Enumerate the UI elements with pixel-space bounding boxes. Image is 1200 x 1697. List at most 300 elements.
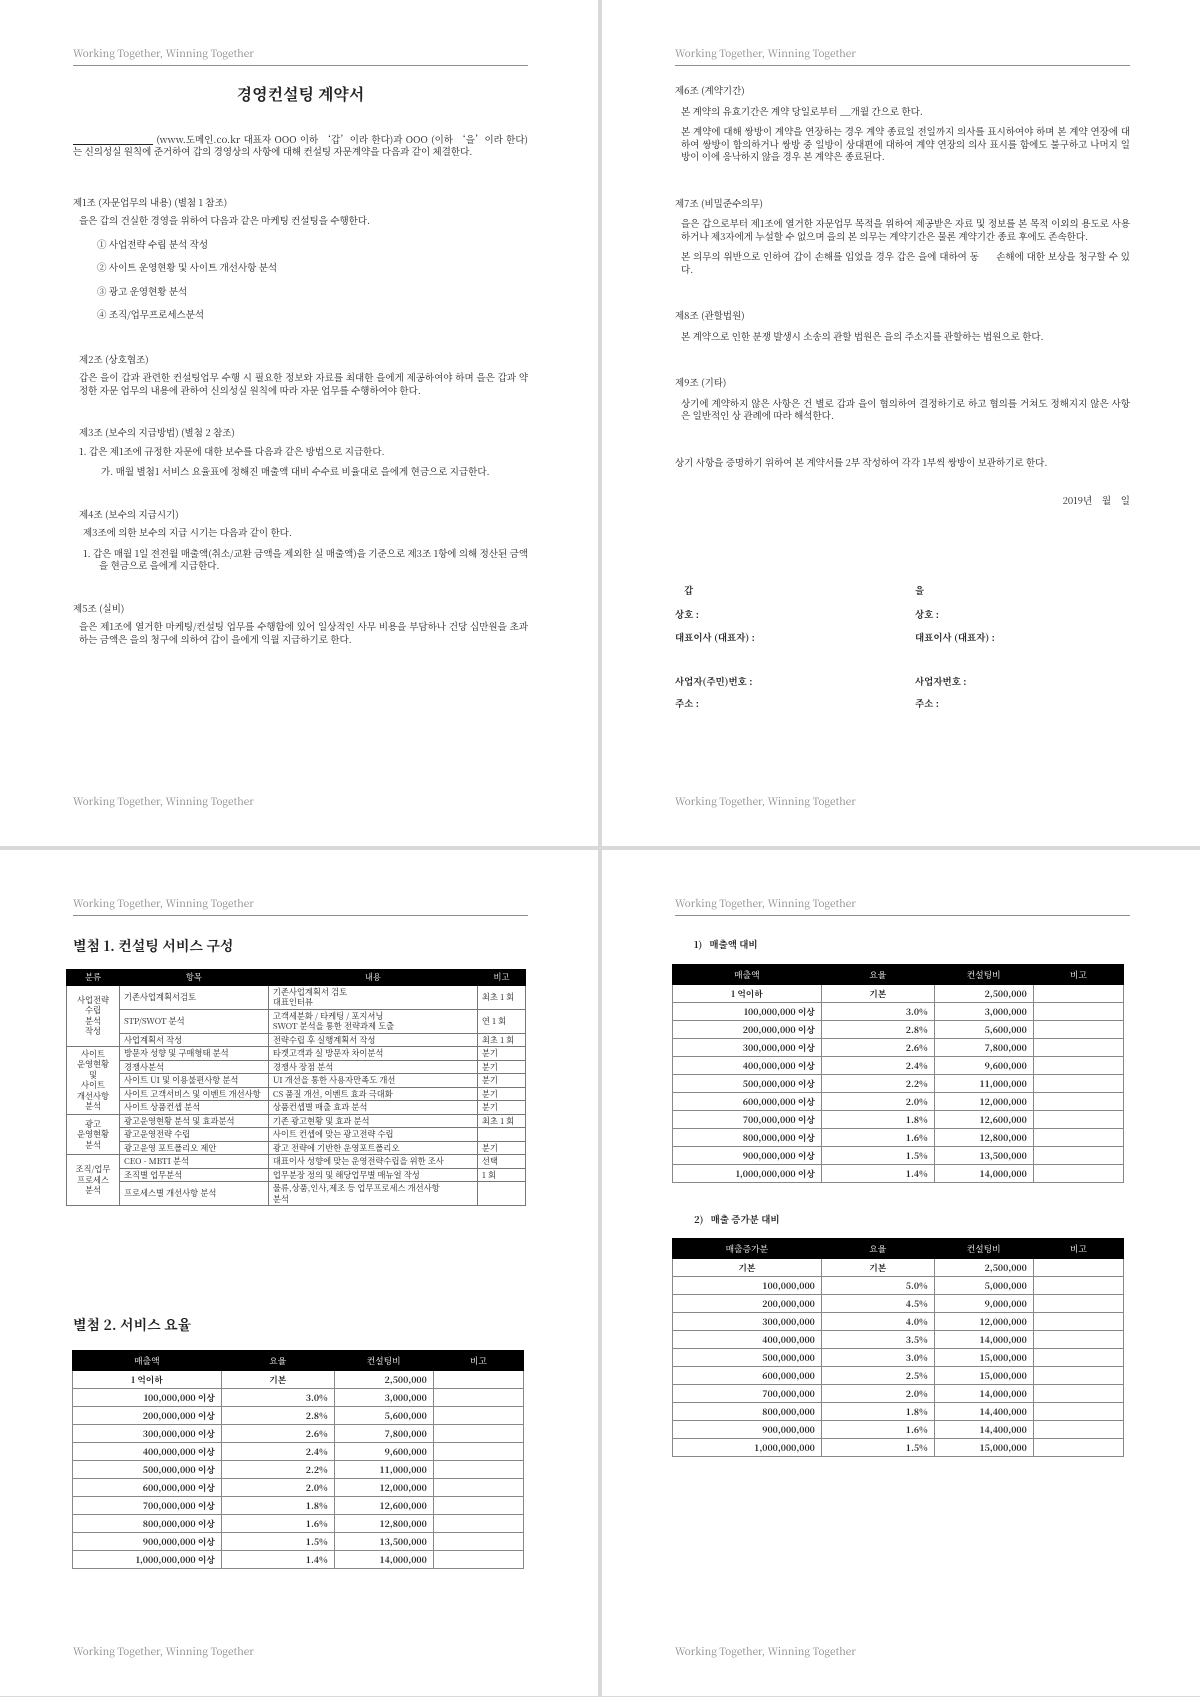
- note-cell: [433, 1425, 523, 1443]
- table-row: [673, 1129, 1124, 1147]
- item-cell: 경쟁사분석: [119, 1060, 268, 1074]
- column-header: 요율: [221, 1351, 334, 1371]
- revenue-cell: 500,000,000 이상: [673, 1075, 822, 1093]
- content-cell: UI 개선을 통한 사용자만족도 개선: [268, 1074, 477, 1088]
- rate-cell: 3.5%: [821, 1331, 934, 1349]
- fee-cell: 14,000,000: [934, 1331, 1033, 1349]
- column-header: 비고: [477, 970, 525, 986]
- revenue-cell: 100,000,000 이상: [673, 1003, 822, 1021]
- content-cell: 기존 광고현황 및 효과 분석: [268, 1114, 477, 1128]
- fee-cell: 14,000,000: [934, 1165, 1033, 1183]
- note-cell: [1033, 985, 1123, 1003]
- content-cell: CS 품질 개선, 이벤트 효과 극대화: [268, 1087, 477, 1101]
- rate-cell: 1.4%: [221, 1551, 334, 1569]
- column-header: 요율: [821, 1239, 934, 1259]
- note-cell: 연 1 회: [477, 1009, 525, 1033]
- fee-cell: 15,000,000: [934, 1367, 1033, 1385]
- revenue-cell: 400,000,000: [673, 1331, 822, 1349]
- table-row: [73, 1479, 524, 1497]
- table-row: [673, 985, 1124, 1003]
- closing-statement: 상기 사항을 증명하기 위하여 본 계약서를 2부 작성하여 각각 1부씩 쌍방이 보관하기로 한다.: [675, 454, 1048, 469]
- revenue-cell: 200,000,000 이상: [673, 1021, 822, 1039]
- revenue-cell: 1 억이하: [673, 985, 822, 1003]
- item-cell: 프로세스별 개선사항 분석: [119, 1182, 268, 1206]
- article-9-title: 제9조 (기타): [675, 375, 727, 389]
- article-5-text: 을은 제1조에 열거한 마케팅/컨설팅 업무를 수행함에 있어 일상적인 사무 비용을 부담하나 건당 십만원을 초과하는 금액은 을의 청구에 의하여 갑이 을에게 익월 지급하기로 한다.: [79, 619, 528, 646]
- table-row: [73, 1551, 524, 1569]
- table-header-row: [673, 965, 1124, 985]
- article-1-text: 을은 갑의 건실한 경영을 위하여 다음과 같은 마케팅 컨설팅을 수행한다.: [79, 213, 371, 227]
- note-cell: 최초 1 회: [477, 985, 525, 1009]
- note-cell: [1033, 1421, 1123, 1439]
- fee-cell: 14,000,000: [334, 1551, 433, 1569]
- fee-cell: 12,000,000: [334, 1479, 433, 1497]
- table-row: [73, 1371, 524, 1389]
- note-cell: [1033, 1129, 1123, 1147]
- item-cell: 사이트 UI 및 이용불편사항 분석: [119, 1074, 268, 1088]
- table-row: [73, 1515, 524, 1533]
- table-row: [73, 1443, 524, 1461]
- article-1-list-item: ① 사업전략 수립 분석 작성: [97, 236, 208, 251]
- content-cell: 대표이사 성향에 맞는 운영전략수립을 위한 조사: [268, 1155, 477, 1169]
- party-b-bizno: 사업자번호 :: [915, 674, 967, 688]
- note-cell: [1033, 1075, 1123, 1093]
- rate-cell: 2.8%: [821, 1021, 934, 1039]
- revenue-cell: 400,000,000 이상: [73, 1443, 222, 1461]
- note-cell: [433, 1533, 523, 1551]
- revenue-cell: 200,000,000 이상: [73, 1407, 222, 1425]
- rate-cell: 2.2%: [221, 1461, 334, 1479]
- rate-cell: 2.4%: [221, 1443, 334, 1461]
- rate-cell: 5.0%: [821, 1277, 934, 1295]
- fee-cell: 5,000,000: [934, 1277, 1033, 1295]
- service-rate-table: [72, 1350, 524, 1569]
- article-2-title: 제2조 (상호협조): [79, 351, 149, 366]
- table-row: [673, 1259, 1124, 1277]
- note-cell: [1033, 1295, 1123, 1313]
- rate-cell: 2.8%: [221, 1407, 334, 1425]
- revenue-cell: 800,000,000 이상: [673, 1129, 822, 1147]
- table-row: [73, 1407, 524, 1425]
- revenue-rate-table: [672, 964, 1124, 1183]
- revenue-cell: 600,000,000 이상: [73, 1479, 222, 1497]
- page-4: [602, 850, 1200, 1696]
- table-row: [673, 1147, 1124, 1165]
- content-cell: 업무분장 정의 및 해당업무별 매뉴얼 작성: [268, 1168, 477, 1182]
- header-rule: [675, 915, 1130, 916]
- column-header: 컨설팅비: [334, 1351, 433, 1371]
- note-cell: 최초 1 회: [477, 1114, 525, 1128]
- article-6-p1: 본 계약의 유효기간은 계약 당일로부터 __개월 간으로 한다.: [681, 103, 923, 118]
- table-row: [67, 1128, 526, 1142]
- fee-cell: 12,600,000: [934, 1111, 1033, 1129]
- content-cell: 고객세분화 / 타케팅 / 포지셔닝 SWOT 분석을 통한 전략과제 도출: [268, 1009, 477, 1033]
- table-row: [673, 1385, 1124, 1403]
- fee-cell: 12,000,000: [934, 1313, 1033, 1331]
- party-a-ceo: 대표이사 (대표자) :: [675, 630, 755, 644]
- note-cell: [1033, 1403, 1123, 1421]
- fee-cell: 2,500,000: [334, 1371, 433, 1389]
- item-cell: 기존사업계획서검토: [119, 985, 268, 1009]
- table-row: [67, 1155, 526, 1169]
- contract-title: 경영컨설팅 계약서: [236, 82, 365, 105]
- category-cell: 사이트 운영현황 및 사이트 개선사항 분석: [67, 1047, 120, 1115]
- rate-cell: 2.5%: [821, 1367, 934, 1385]
- note-cell: [1033, 1277, 1123, 1295]
- note-cell: [1033, 1367, 1123, 1385]
- item-cell: 광고운영전략 수립: [119, 1128, 268, 1142]
- column-header: 컨설팅비: [934, 1239, 1033, 1259]
- rate-cell: 기본: [221, 1371, 334, 1389]
- category-cell: 사업전략 수립 분석 작성: [67, 985, 120, 1047]
- table-row: [67, 1101, 526, 1115]
- note-cell: [433, 1497, 523, 1515]
- rate-cell: 1.6%: [821, 1129, 934, 1147]
- article-5-title: 제5조 (실비): [73, 600, 125, 615]
- note-cell: 1 회: [477, 1168, 525, 1182]
- table-header-row: [73, 1351, 524, 1371]
- column-header: 요율: [821, 965, 934, 985]
- revenue-cell: 800,000,000: [673, 1403, 822, 1421]
- table-row: [67, 1047, 526, 1061]
- column-header: 매출액: [673, 965, 822, 985]
- note-cell: 분기: [477, 1101, 525, 1115]
- party-b-company: 상호 :: [915, 607, 939, 621]
- revenue-cell: 300,000,000 이상: [73, 1425, 222, 1443]
- table-row: [73, 1425, 524, 1443]
- rate-cell: 2.0%: [821, 1093, 934, 1111]
- note-cell: [433, 1407, 523, 1425]
- page-header: Working Together, Winning Together: [73, 895, 254, 910]
- table-row: [67, 985, 526, 1009]
- header-rule: [675, 65, 1130, 66]
- table-row: [673, 1295, 1124, 1313]
- header-rule: [73, 915, 528, 916]
- note-cell: 분기: [477, 1047, 525, 1061]
- table-row: [673, 1039, 1124, 1057]
- revenue-cell: 700,000,000 이상: [673, 1111, 822, 1129]
- revenue-cell: 300,000,000 이상: [673, 1039, 822, 1057]
- revenue-increase-rate-table: [672, 1238, 1124, 1457]
- party-a-bizno: 사업자(주민)번호 :: [675, 674, 753, 688]
- note-cell: 분기: [477, 1087, 525, 1101]
- column-header: 항목: [119, 970, 268, 986]
- fee-cell: 14,400,000: [934, 1403, 1033, 1421]
- rate-cell: 4.0%: [821, 1313, 934, 1331]
- note-cell: [1033, 1331, 1123, 1349]
- fee-cell: 2,500,000: [934, 985, 1033, 1003]
- column-header: 컨설팅비: [934, 965, 1033, 985]
- note-cell: [433, 1443, 523, 1461]
- column-header: 비고: [1033, 1239, 1123, 1259]
- page-2: [602, 0, 1200, 846]
- article-1-list-item: ④ 조직/업무프로세스분석: [97, 307, 205, 321]
- revenue-cell: 700,000,000 이상: [73, 1497, 222, 1515]
- table-row: [673, 1021, 1124, 1039]
- rate-cell: 2.0%: [821, 1385, 934, 1403]
- fee-cell: 7,800,000: [934, 1039, 1033, 1057]
- fee-cell: 12,600,000: [334, 1497, 433, 1515]
- section-2-title: 2) 매출 증가분 대비: [694, 1212, 780, 1226]
- page-footer: Working Together, Winning Together: [73, 1643, 254, 1658]
- page-footer: Working Together, Winning Together: [675, 793, 856, 808]
- revenue-cell: 100,000,000 이상: [73, 1389, 222, 1407]
- column-header: 매출액: [73, 1351, 222, 1371]
- article-4-title: 제4조 (보수의 지급시기): [79, 506, 179, 521]
- fee-cell: 12,800,000: [334, 1515, 433, 1533]
- fee-cell: 5,600,000: [334, 1407, 433, 1425]
- fee-cell: 5,600,000: [934, 1021, 1033, 1039]
- party-a-company: 상호 :: [675, 607, 699, 621]
- table-row: [673, 1367, 1124, 1385]
- table-header-row: [67, 970, 526, 986]
- article-1-title: 제1조 (자문업무의 내용) (별첨 1 참조): [73, 194, 228, 209]
- revenue-cell: 500,000,000 이상: [73, 1461, 222, 1479]
- note-cell: [1033, 1165, 1123, 1183]
- fee-cell: 14,000,000: [934, 1385, 1033, 1403]
- article-1-list-item: ③ 광고 운영현황 분석: [97, 283, 188, 298]
- fee-cell: 11,000,000: [934, 1075, 1033, 1093]
- fee-cell: 9,600,000: [934, 1057, 1033, 1075]
- fee-cell: 13,500,000: [934, 1147, 1033, 1165]
- table-row: [73, 1461, 524, 1479]
- table-row: [673, 1439, 1124, 1457]
- article-7-p1: 을은 갑으로부터 제1조에 열거한 자문업무 목적을 위하여 제공받은 자료 및 정보를 본 목적 이외의 용도로 사용하거나 제3자에게 누설할 수 없으며 을의 본 의무는 계약기간은 물론 계약기간 종료 후에도 존속한다.: [681, 216, 1130, 243]
- revenue-cell: 700,000,000: [673, 1385, 822, 1403]
- article-2-text: 갑은 을이 갑과 관련한 컨설팅업무 수행 시 필요한 정보와 자료를 최대한 을에게 제공하여야 하며 을은 갑과 약정한 자문 업무의 내용에 관하여 신의성실 원칙에 따라 자문 업무를 수행하여야 한다.: [79, 370, 528, 397]
- table-row: [673, 1165, 1124, 1183]
- column-header: 내용: [268, 970, 477, 986]
- fee-cell: 15,000,000: [934, 1439, 1033, 1457]
- revenue-cell: 600,000,000 이상: [673, 1093, 822, 1111]
- note-cell: [433, 1389, 523, 1407]
- page-1: [0, 0, 598, 846]
- article-3-subitem: 가. 매월 별첨1 서비스 요율표에 정해진 매출액 대비 수수료 비율대로 을에게 현금으로 지급한다.: [101, 464, 490, 478]
- item-cell: 사업계획서 작성: [119, 1033, 268, 1047]
- rate-cell: 2.2%: [821, 1075, 934, 1093]
- table-row: [73, 1533, 524, 1551]
- column-header: 비고: [433, 1351, 523, 1371]
- table-row: [73, 1389, 524, 1407]
- note-cell: [1033, 1057, 1123, 1075]
- rate-cell: 2.0%: [221, 1479, 334, 1497]
- table-row: [673, 1111, 1124, 1129]
- note-cell: [1033, 1111, 1123, 1129]
- item-cell: 방문자 성향 및 구매형태 분석: [119, 1047, 268, 1061]
- note-cell: 선택: [477, 1155, 525, 1169]
- content-cell: 물류,상품,인사,제조 등 업무프로세스 개선사항 분석: [268, 1182, 477, 1206]
- note-cell: [1033, 1259, 1123, 1277]
- note-cell: [1033, 1003, 1123, 1021]
- party-a-label: 갑: [684, 583, 694, 597]
- content-cell: 광고 전략에 기반한 운영포트폴리오: [268, 1141, 477, 1155]
- table-row: [673, 1349, 1124, 1367]
- note-cell: 분기: [477, 1074, 525, 1088]
- fee-cell: 9,000,000: [934, 1295, 1033, 1313]
- note-cell: [433, 1479, 523, 1497]
- article-4-text: 제3조에 의한 보수의 지급 시기는 다음과 같이 한다.: [83, 525, 292, 539]
- revenue-cell: 1,000,000,000: [673, 1439, 822, 1457]
- fee-cell: 2,500,000: [934, 1259, 1033, 1277]
- note-cell: [433, 1515, 523, 1533]
- rate-cell: 1.6%: [221, 1515, 334, 1533]
- rate-cell: 기본: [821, 1259, 934, 1277]
- revenue-cell: 300,000,000: [673, 1313, 822, 1331]
- page-3: [0, 850, 598, 1696]
- rate-cell: 1.6%: [821, 1421, 934, 1439]
- article-3-title: 제3조 (보수의 지급방법) (별첨 2 참조): [79, 425, 235, 439]
- fee-cell: 9,600,000: [334, 1443, 433, 1461]
- note-cell: [1033, 1039, 1123, 1057]
- rate-cell: 1.4%: [821, 1165, 934, 1183]
- item-cell: 광고운영현황 분석 및 효과분석: [119, 1114, 268, 1128]
- rate-cell: 기본: [821, 985, 934, 1003]
- category-cell: 광고 운영현황 분석: [67, 1114, 120, 1155]
- revenue-cell: 500,000,000: [673, 1349, 822, 1367]
- note-cell: [433, 1371, 523, 1389]
- page-footer: Working Together, Winning Together: [73, 793, 254, 808]
- note-cell: [433, 1551, 523, 1569]
- article-6-p2: 본 계약에 대해 쌍방이 계약을 연장하는 경우 계약 종료일 전일까지 의사를 표시하여야 하며 본 계약 연장에 대하여 쌍방이 합의하거나 쌍방 중 일방이 상대편에 대하여 계약 연장의 의사 표시를 함에도 불구하고 나머지 일방이 이에 응낙하지 않을 경우 본 계약은 종료된다.: [681, 124, 1130, 163]
- table-row: [673, 1277, 1124, 1295]
- rate-cell: 3.0%: [821, 1349, 934, 1367]
- intro-paragraph: [73, 133, 528, 158]
- revenue-cell: 900,000,000 이상: [73, 1533, 222, 1551]
- note-cell: [477, 1128, 525, 1142]
- content-cell: 경쟁사 장점 분석: [268, 1060, 477, 1074]
- table-row: [67, 1033, 526, 1047]
- fee-cell: 11,000,000: [334, 1461, 433, 1479]
- note-cell: [1033, 1093, 1123, 1111]
- article-6-title: 제6조 (계약기간): [675, 83, 745, 97]
- table-row: [673, 1403, 1124, 1421]
- table-row: [67, 1141, 526, 1155]
- item-cell: 조직별 업무분석: [119, 1168, 268, 1182]
- rate-cell: 1.5%: [821, 1147, 934, 1165]
- party-a-address: 주소 :: [675, 696, 699, 710]
- contract-date: 2019년 월 일: [1062, 493, 1130, 507]
- attachment-1-title: 별첨 1. 컨설팅 서비스 구성: [73, 936, 234, 956]
- content-cell: 상품컨셉별 매출 효과 분석: [268, 1101, 477, 1115]
- article-8-text: 본 계약으로 인한 분쟁 발생시 소송의 관할 법원은 을의 주소지를 관할하는 법원으로 한다.: [681, 328, 1044, 343]
- rate-cell: 2.6%: [221, 1425, 334, 1443]
- table-row: [673, 1313, 1124, 1331]
- table-row: [73, 1497, 524, 1515]
- revenue-cell: 900,000,000 이상: [673, 1147, 822, 1165]
- content-cell: 기존사업계획서 검토 대표인터뷰: [268, 985, 477, 1009]
- note-cell: [1033, 1349, 1123, 1367]
- header-rule: [73, 65, 528, 66]
- fee-cell: 12,800,000: [934, 1129, 1033, 1147]
- attachment-2-title: 별첨 2. 서비스 요율: [73, 1315, 192, 1335]
- revenue-cell: 1 억이하: [73, 1371, 222, 1389]
- note-cell: [1033, 1147, 1123, 1165]
- item-cell: CEO - MBTI 분석: [119, 1155, 268, 1169]
- contract-body-continued: [675, 84, 1130, 507]
- content-cell: 전략수립 후 실행계획서 작성: [268, 1033, 477, 1047]
- table-row: [673, 1057, 1124, 1075]
- note-cell: 최초 1 회: [477, 1033, 525, 1047]
- note-cell: [477, 1182, 525, 1206]
- table-row: [673, 1331, 1124, 1349]
- revenue-cell: 1,000,000,000 이상: [673, 1165, 822, 1183]
- party-b-address: 주소 :: [915, 696, 939, 710]
- table-header-row: [673, 1239, 1124, 1259]
- page-footer: Working Together, Winning Together: [675, 1643, 856, 1658]
- note-cell: [1033, 1313, 1123, 1331]
- article-7-title: 제7조 (비밀준수의무): [675, 195, 763, 210]
- column-header: 비고: [1033, 965, 1123, 985]
- content-cell: 타겟고객과 실 방문자 차이분석: [268, 1047, 477, 1061]
- revenue-cell: 400,000,000 이상: [673, 1057, 822, 1075]
- fee-cell: 15,000,000: [934, 1349, 1033, 1367]
- party-b-label: 을: [915, 583, 925, 597]
- item-cell: 사이트 상품컨셉 분석: [119, 1101, 268, 1115]
- section-1-title: 1) 매출액 대비: [694, 937, 758, 951]
- rate-cell: 1.5%: [821, 1439, 934, 1457]
- item-cell: 사이트 고객서비스 및 이벤트 개선사항: [119, 1087, 268, 1101]
- page-header: Working Together, Winning Together: [675, 45, 856, 60]
- category-cell: 조직/업무 프로세스 분석: [67, 1155, 120, 1206]
- article-3-item: 1. 갑은 제1조에 규정한 자문에 대한 보수를 다음과 같은 방법으로 지급한다.: [79, 443, 385, 458]
- rate-cell: 2.6%: [821, 1039, 934, 1057]
- column-header: 분류: [67, 970, 120, 986]
- article-4-item: 1. 갑은 매월 1일 전전월 매출액(취소/교환 금액을 제외한 실 매출액)을 기준으로 제3조 1항에 의해 정산된 금액을 현금으로 을에게 지급한다.: [83, 545, 528, 572]
- fee-cell: 14,400,000: [934, 1421, 1033, 1439]
- note-cell: [1033, 1021, 1123, 1039]
- revenue-cell: 100,000,000: [673, 1277, 822, 1295]
- rate-cell: 4.5%: [821, 1295, 934, 1313]
- table-row: [673, 1421, 1124, 1439]
- fee-cell: 7,800,000: [334, 1425, 433, 1443]
- revenue-cell: 1,000,000,000 이상: [73, 1551, 222, 1569]
- rate-cell: 3.0%: [821, 1003, 934, 1021]
- table-row: [67, 1074, 526, 1088]
- item-cell: 광고운영 포트폴리오 제안: [119, 1141, 268, 1155]
- rate-cell: 3.0%: [221, 1389, 334, 1407]
- note-cell: 분기: [477, 1060, 525, 1074]
- service-composition-table: [66, 969, 526, 1206]
- party-b-ceo: 대표이사 (대표자) :: [915, 630, 995, 644]
- rate-cell: 1.8%: [221, 1497, 334, 1515]
- page-header: Working Together, Winning Together: [675, 895, 856, 910]
- table-row: [67, 1168, 526, 1182]
- revenue-cell: 900,000,000: [673, 1421, 822, 1439]
- fee-cell: 12,000,000: [934, 1093, 1033, 1111]
- fee-cell: 13,500,000: [334, 1533, 433, 1551]
- fee-cell: 3,000,000: [934, 1003, 1033, 1021]
- content-cell: 사이트 컨셉에 맞는 광고전략 수립: [268, 1128, 477, 1142]
- item-cell: STP/SWOT 분석: [119, 1009, 268, 1033]
- table-row: [67, 1114, 526, 1128]
- revenue-cell: 기본: [673, 1259, 822, 1277]
- intro-text: (www.도메인.co.kr 대표자 OOO 이하 ‘갑’이라 한다)과 OOO (이하 ‘을’이라 한다)는 신의성실 원칙에 준거하여 갑의 경영상의 사항에 대해 컨설팅 자문계약을 다음과 같이 체결한다.: [73, 131, 528, 158]
- rate-cell: 1.8%: [821, 1111, 934, 1129]
- revenue-cell: 200,000,000: [673, 1295, 822, 1313]
- rate-cell: 1.8%: [821, 1403, 934, 1421]
- table-row: [673, 1093, 1124, 1111]
- table-row: [67, 1182, 526, 1206]
- fee-cell: 3,000,000: [334, 1389, 433, 1407]
- column-header: 매출증가분: [673, 1239, 822, 1259]
- note-cell: [433, 1461, 523, 1479]
- note-cell: [1033, 1385, 1123, 1403]
- note-cell: 분기: [477, 1141, 525, 1155]
- article-9-text: 상기에 계약하지 않은 사항은 건 별로 갑과 을이 협의하여 결정하기로 하고 협의를 거쳐도 정해지지 않은 사항은 일반적인 상 관례에 따라 해석한다.: [681, 395, 1130, 422]
- rate-cell: 2.4%: [821, 1057, 934, 1075]
- table-row: [67, 1009, 526, 1033]
- article-1-list: [73, 238, 528, 321]
